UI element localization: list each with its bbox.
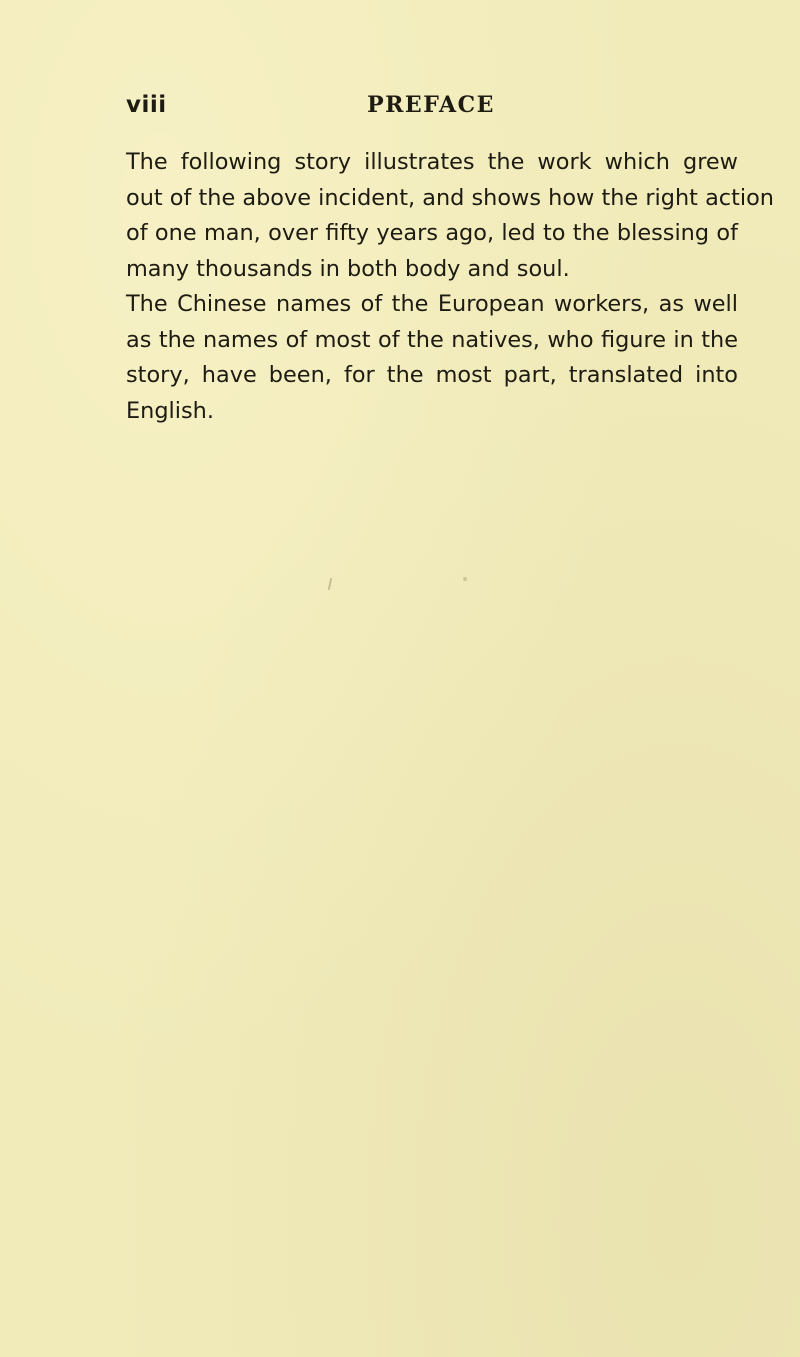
paper-blemish — [328, 578, 332, 590]
running-head — [126, 92, 736, 132]
text-line: story, have been, for the most part, translated into — [126, 362, 738, 388]
paragraph-2 — [126, 287, 738, 429]
paragraph-1 — [126, 145, 774, 287]
text-line: out of the above incident, and shows how the right action — [126, 184, 774, 211]
text-line: many thousands in both body and soul. — [126, 255, 570, 282]
body-text — [126, 145, 774, 429]
text-line: The Chinese names of the European workers, as well — [126, 291, 738, 317]
paper-speck — [463, 577, 467, 581]
running-title: PREFACE — [367, 92, 495, 118]
text-line: The following story illustrates the work which grew — [126, 149, 738, 175]
text-line: as the names of most of the natives, who figure in the — [126, 326, 738, 353]
page-number: viii — [126, 92, 167, 118]
text-line: English. — [126, 397, 214, 424]
text-line: of one man, over fifty years ago, led to the blessing of — [126, 220, 738, 246]
